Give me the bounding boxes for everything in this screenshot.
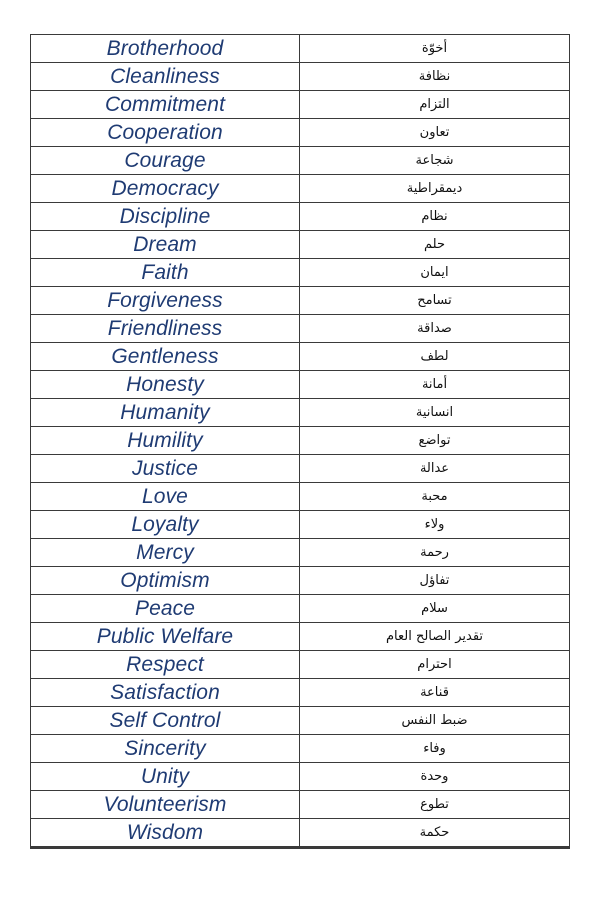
table-row	[31, 287, 570, 315]
english-word: Loyalty	[31, 511, 300, 539]
arabic-word: نظافة	[300, 63, 570, 91]
english-word: Commitment	[31, 91, 300, 119]
table-row	[31, 35, 570, 63]
table-row	[31, 203, 570, 231]
arabic-word: تطوع	[300, 791, 570, 819]
english-word: Justice	[31, 455, 300, 483]
arabic-word: تفاؤل	[300, 567, 570, 595]
english-word: Self Control	[31, 707, 300, 735]
arabic-word: أخوّة	[300, 35, 570, 63]
vocabulary-table	[30, 34, 570, 849]
english-word: Dream	[31, 231, 300, 259]
arabic-word: عدالة	[300, 455, 570, 483]
english-word: Cooperation	[31, 119, 300, 147]
arabic-word: ولاء	[300, 511, 570, 539]
arabic-word: ايمان	[300, 259, 570, 287]
arabic-word: التزام	[300, 91, 570, 119]
table-row	[31, 231, 570, 259]
table-row	[31, 259, 570, 287]
english-word: Optimism	[31, 567, 300, 595]
table-row	[31, 315, 570, 343]
table-row	[31, 455, 570, 483]
english-word: Discipline	[31, 203, 300, 231]
english-word: Volunteerism	[31, 791, 300, 819]
english-word: Peace	[31, 595, 300, 623]
table-row	[31, 399, 570, 427]
table-row	[31, 763, 570, 791]
table-row	[31, 483, 570, 511]
arabic-word: قناعة	[300, 679, 570, 707]
arabic-word: انسانية	[300, 399, 570, 427]
arabic-word: وحدة	[300, 763, 570, 791]
table-row	[31, 511, 570, 539]
english-word: Courage	[31, 147, 300, 175]
english-word: Forgiveness	[31, 287, 300, 315]
table-row	[31, 819, 570, 848]
table-row	[31, 147, 570, 175]
english-word: Gentleness	[31, 343, 300, 371]
arabic-word: تسامح	[300, 287, 570, 315]
arabic-word: رحمة	[300, 539, 570, 567]
arabic-word: وفاء	[300, 735, 570, 763]
table-row	[31, 791, 570, 819]
english-word: Respect	[31, 651, 300, 679]
arabic-word: حكمة	[300, 819, 570, 848]
arabic-word: ديمقراطية	[300, 175, 570, 203]
english-word: Brotherhood	[31, 35, 300, 63]
arabic-word: شجاعة	[300, 147, 570, 175]
arabic-word: أمانة	[300, 371, 570, 399]
table-row	[31, 679, 570, 707]
english-word: Wisdom	[31, 819, 300, 848]
table-row	[31, 623, 570, 651]
table-row	[31, 91, 570, 119]
english-word: Satisfaction	[31, 679, 300, 707]
english-word: Cleanliness	[31, 63, 300, 91]
table-row	[31, 371, 570, 399]
table-row	[31, 427, 570, 455]
arabic-word: تعاون	[300, 119, 570, 147]
english-word: Democracy	[31, 175, 300, 203]
english-word: Honesty	[31, 371, 300, 399]
arabic-word: محبة	[300, 483, 570, 511]
arabic-word: سلام	[300, 595, 570, 623]
arabic-word: لطف	[300, 343, 570, 371]
arabic-word: صداقة	[300, 315, 570, 343]
table-row	[31, 595, 570, 623]
table-row	[31, 735, 570, 763]
vocabulary-table-body	[31, 35, 570, 848]
english-word: Public Welfare	[31, 623, 300, 651]
table-row	[31, 707, 570, 735]
arabic-word: حلم	[300, 231, 570, 259]
table-row	[31, 343, 570, 371]
table-row	[31, 119, 570, 147]
table-row	[31, 651, 570, 679]
table-row	[31, 567, 570, 595]
table-row	[31, 539, 570, 567]
arabic-word: ضبط النفس	[300, 707, 570, 735]
english-word: Love	[31, 483, 300, 511]
english-word: Sincerity	[31, 735, 300, 763]
arabic-word: تقدير الصالح العام	[300, 623, 570, 651]
english-word: Unity	[31, 763, 300, 791]
table-row	[31, 63, 570, 91]
english-word: Humility	[31, 427, 300, 455]
table-row	[31, 175, 570, 203]
english-word: Mercy	[31, 539, 300, 567]
arabic-word: نظام	[300, 203, 570, 231]
english-word: Humanity	[31, 399, 300, 427]
english-word: Friendliness	[31, 315, 300, 343]
arabic-word: تواضع	[300, 427, 570, 455]
english-word: Faith	[31, 259, 300, 287]
arabic-word: احترام	[300, 651, 570, 679]
